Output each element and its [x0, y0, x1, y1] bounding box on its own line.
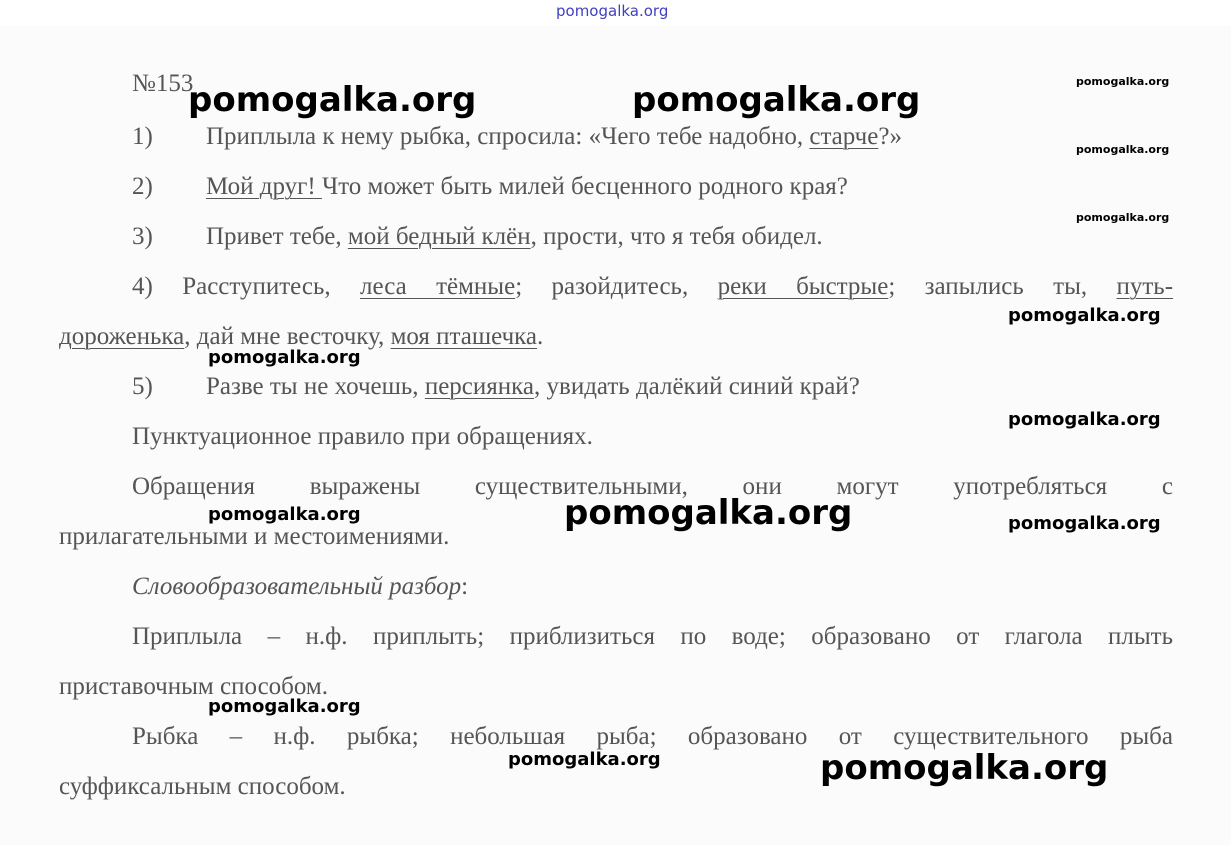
sentence-text: ; разойдитесь,: [515, 273, 718, 300]
sentence-3: [132, 223, 823, 251]
sentence-text: .: [537, 323, 544, 350]
sentence-number: 5): [132, 373, 153, 400]
watermark: pomogalka.org: [632, 80, 921, 120]
analysis-item-2-line-1: Рыбка – н.ф. рыбка; небольшая рыба; образовано от существительного рыба: [132, 723, 1173, 750]
analysis-item-1-line-1: Приплыла – н.ф. приплыть; приблизиться по воде; образовано от глагола плыть: [132, 623, 1173, 650]
address-word: мой бедный клён: [347, 223, 531, 250]
analysis-item-2-line-2: суффиксальным способом.: [59, 773, 346, 800]
sentence-1: [132, 123, 902, 151]
watermark: pomogalka.org: [564, 493, 853, 533]
sentence-number: 3): [132, 223, 153, 250]
address-word: старче: [809, 123, 879, 150]
watermark: pomogalka.org: [1008, 409, 1161, 430]
watermark: pomogalka.org: [188, 80, 477, 120]
sentence-5: [132, 373, 860, 401]
sentence-text: , увидать далёкий синий край?: [534, 373, 860, 400]
rule-text-line-1: Обращения выражены существительными, они могут употребляться с: [132, 473, 1173, 500]
watermark: pomogalka.org: [1076, 143, 1170, 156]
sentence-text: , дай мне весточку,: [184, 323, 391, 350]
sentence-text: Разве ты не хочешь,: [206, 373, 425, 400]
analysis-heading: [132, 573, 468, 601]
sentence-2: [132, 173, 848, 201]
sentence-4: [132, 273, 1173, 301]
sentence-number: 1): [132, 123, 153, 150]
address-word: путь-: [1116, 273, 1174, 300]
sentence-text: Приплыла к нему рыбка, спросила: «Чего тебе надобно,: [206, 123, 810, 150]
watermark: pomogalka.org: [508, 749, 661, 770]
exercise-number: №153: [132, 70, 194, 97]
watermark: pomogalka.org: [208, 504, 361, 525]
rule-title: Пунктуационное правило при обращениях.: [132, 423, 593, 450]
sentence-text: , прости, что я тебя обидел.: [530, 223, 823, 250]
watermark: pomogalka.org: [1076, 211, 1170, 224]
address-word: моя пташечка: [390, 323, 538, 350]
analysis-item-1-line-2: приставочным способом.: [59, 673, 328, 700]
address-word: персиянка: [424, 373, 535, 400]
watermark: pomogalka.org: [820, 748, 1109, 788]
site-link[interactable]: pomogalka.org: [556, 2, 669, 20]
sentence-text: ?»: [878, 123, 902, 150]
analysis-heading-text: Словообразовательный разбор: [132, 573, 462, 600]
address-word: дороженька: [59, 323, 185, 350]
address-word: реки быстрые: [717, 273, 889, 300]
sentence-text: Расступитесь,: [182, 273, 361, 300]
sentence-number: 4): [132, 273, 153, 300]
watermark: pomogalka.org: [1008, 305, 1161, 326]
address-word: леса тёмные: [360, 273, 516, 300]
watermark: pomogalka.org: [208, 696, 361, 717]
sentence-text: Привет тебе,: [206, 223, 348, 250]
watermark: pomogalka.org: [1076, 75, 1170, 88]
watermark: pomogalka.org: [208, 347, 361, 368]
rule-text-line-2: прилагательными и местоимениями.: [59, 523, 450, 550]
sentence-text: ; запылись ты,: [888, 273, 1117, 300]
sentence-text: Что может быть милей бесценного родного края?: [321, 173, 848, 200]
analysis-heading-colon: :: [461, 573, 469, 600]
sentence-number: 2): [132, 173, 153, 200]
watermark: pomogalka.org: [1008, 513, 1161, 534]
address-word: Мой друг!: [206, 173, 322, 200]
